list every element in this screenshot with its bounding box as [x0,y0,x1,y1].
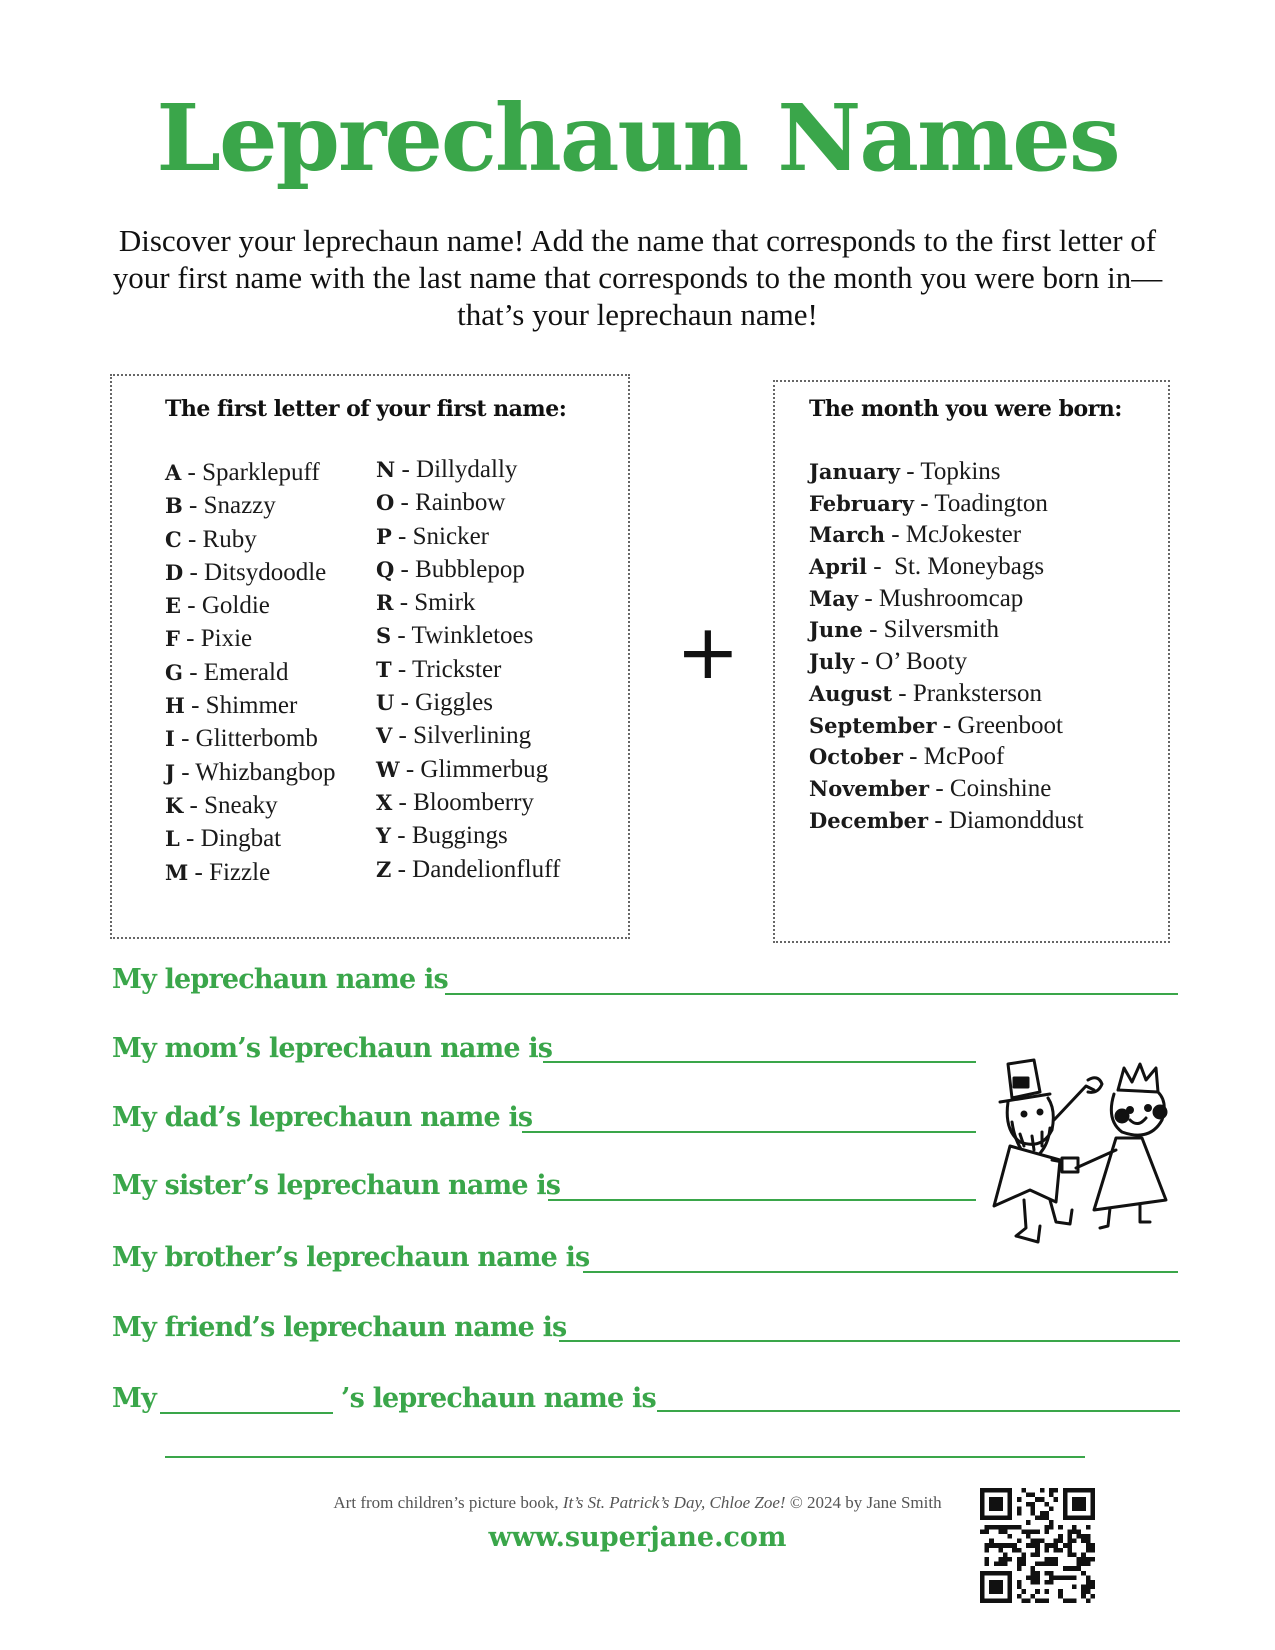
letters-column-2 [376,453,560,886]
list-item [376,586,560,619]
list-item [809,456,1084,488]
list-item [809,805,1084,837]
list-item-name: - Greenboot [936,711,1063,739]
intro-text: Discover your leprechaun name! Add the name that corresponds to the first letter of your first name with the last name that corresponds to the month you were born in—that’s your leprechaun name! [112,223,1163,332]
list-item [809,646,1084,678]
list-item-key: H [165,693,185,719]
list-item [165,756,336,789]
list-item-name: - McJokester [884,521,1022,549]
list-item-name: - Topkins [899,458,1001,485]
list-item-name: - Glitterbomb [174,725,318,753]
list-item-name: - Silverlining [392,722,532,750]
list-item [809,488,1084,520]
list-item-key: T [376,656,392,682]
list-item [809,551,1084,583]
list-item-key: August [809,680,893,706]
list-item-key: I [165,726,175,752]
list-item-key: X [376,789,393,815]
list-item-name: - Sparklepuff [181,459,320,486]
list-item [809,710,1084,742]
qr-code-icon [980,1488,1095,1603]
leprechaun-and-girl-dancing-illustration [990,1050,1180,1260]
list-item-key: Y [376,823,391,849]
birth-month-heading: The month you were born: [809,396,1122,422]
list-item [165,722,336,755]
list-item-key: F [165,626,180,652]
list-item [376,786,560,819]
list-item-name: - Shimmer [184,692,298,720]
list-item [376,653,560,686]
list-item [809,773,1084,805]
list-item-name: - McPoof [902,743,1005,771]
list-item-key: J [165,759,175,785]
list-item-name: - Mushroomcap [858,584,1024,612]
list-item-key: L [165,826,180,852]
list-item [165,489,336,522]
list-item-name: - Dandelionfluff [391,855,561,883]
list-item [165,789,336,822]
list-item [376,753,560,786]
list-item-name: - Twinkletoes [391,622,534,650]
list-item-name: - Goldie [181,592,270,620]
prompt-sister: My sister’s leprechaun name is [112,1170,561,1201]
list-item-key: P [376,523,392,549]
list-item-key: G [165,659,183,685]
plus-sign: + [676,607,740,696]
answer-line-brother[interactable] [583,1271,1178,1273]
list-item-name: - Pranksterson [892,679,1043,707]
list-item-name: - Pixie [179,625,253,653]
page-title: Leprechaun Names [156,84,1119,192]
list-item-key: O [376,490,395,516]
credit-prefix: Art from children’s picture book, [333,1493,563,1512]
answer-line-custom[interactable] [657,1410,1180,1412]
list-item-name: - Bubblepop [394,555,525,583]
list-item [809,678,1084,710]
list-item-name: - Ditsydoodle [183,558,327,586]
prompt-dad: My dad’s leprechaun name is [112,1102,533,1133]
list-item [165,822,336,855]
list-item-name: - Snazzy [182,492,276,520]
list-item-name: - Trickster [391,655,502,683]
first-name-heading: The first letter of your first name: [165,396,567,422]
list-item [376,520,560,553]
list-item-key: April [809,554,867,580]
answer-line-dad[interactable] [522,1131,976,1133]
list-item-key: January [809,459,900,484]
list-item-name: - St. Moneybags [867,553,1045,581]
list-item [165,456,336,489]
letters-column-1 [165,456,336,889]
list-item-key: U [376,690,395,716]
list-item-key: V [376,723,393,749]
list-item [376,619,560,652]
list-item-key: A [165,460,182,485]
list-item [165,523,336,556]
birth-month-box [773,380,1170,943]
list-item [165,856,336,889]
list-item [376,453,560,486]
list-item-key: E [165,593,182,619]
list-item-name: - Dingbat [179,825,282,853]
list-item [376,686,560,719]
list-item-key: R [376,590,394,616]
answer-line-custom-relation[interactable] [160,1412,333,1414]
answer-line-friend[interactable] [559,1340,1180,1342]
list-item-key: K [165,792,184,818]
list-item-name: - Snicker [391,522,489,550]
list-item-name: - Rainbow [394,489,506,517]
list-item-name: - Coinshine [929,774,1052,802]
list-item-key: December [809,807,929,833]
list-item [376,553,560,586]
prompt-my-name: My leprechaun name is [112,964,448,995]
list-item-key: March [809,522,885,548]
list-item [165,656,336,689]
prompt-custom-start: My [112,1383,156,1414]
list-item [809,614,1084,646]
list-item-key: S [376,623,392,649]
list-item [165,556,336,589]
list-item-name: - Diamonddust [928,806,1084,834]
list-item [165,622,336,655]
answer-line-my-name[interactable] [445,993,1178,995]
list-item-key: February [809,490,915,516]
credit-suffix: © 2024 by Jane Smith [785,1493,942,1512]
list-item-name: - Glimmerbug [399,755,549,783]
credit-book-title: It’s St. Patrick’s Day, Chloe Zoe! [562,1493,786,1512]
list-item [165,689,336,722]
list-item-key: C [165,526,182,552]
list-item-key: November [809,775,930,801]
website-link[interactable]: www.superjane.com [488,1522,787,1553]
answer-line-mom[interactable] [543,1061,976,1063]
months-column [809,456,1084,836]
list-item-name: - Smirk [393,589,476,617]
list-item-key: M [165,859,189,885]
list-item-name: - Buggings [391,822,508,850]
list-item [809,583,1084,615]
list-item-name: - Giggles [394,689,493,717]
list-item-key: Q [376,556,395,582]
list-item-name: - Fizzle [188,858,271,886]
prompt-mom: My mom’s leprechaun name is [112,1033,553,1064]
list-item-name: - Sneaky [183,791,278,819]
answer-line-custom-continued[interactable] [165,1456,1085,1458]
list-item-key: June [809,617,863,643]
list-item-key: July [809,649,855,675]
prompt-friend: My friend’s leprechaun name is [112,1312,567,1343]
list-item-name: - O’ Booty [854,648,968,676]
prompt-custom-end: ’s leprechaun name is [341,1383,656,1414]
list-item-key: September [809,712,937,738]
list-item-name: - Whizbangbop [174,758,336,786]
list-item-key: Z [376,856,392,882]
list-item-name: - Dillydally [395,456,518,483]
list-item-key: May [809,585,859,611]
list-item [376,486,560,519]
list-item-name: - Bloomberry [392,788,534,816]
list-item-key: N [376,457,396,482]
list-item [376,819,560,852]
answer-line-sister[interactable] [548,1199,976,1201]
first-name-box [110,374,630,939]
list-item-key: D [165,559,184,585]
list-item-name: - Emerald [182,658,289,686]
list-item-key: W [376,756,400,782]
list-item-name: - Toadington [914,489,1048,517]
list-item [165,589,336,622]
list-item-name: - Ruby [181,525,257,553]
list-item [376,719,560,752]
list-item [376,853,560,886]
list-item [809,741,1084,773]
list-item [809,519,1084,551]
list-item-key: B [165,493,183,519]
list-item-key: October [809,744,903,770]
prompt-brother: My brother’s leprechaun name is [112,1242,590,1273]
list-item-name: - Silversmith [862,616,999,644]
